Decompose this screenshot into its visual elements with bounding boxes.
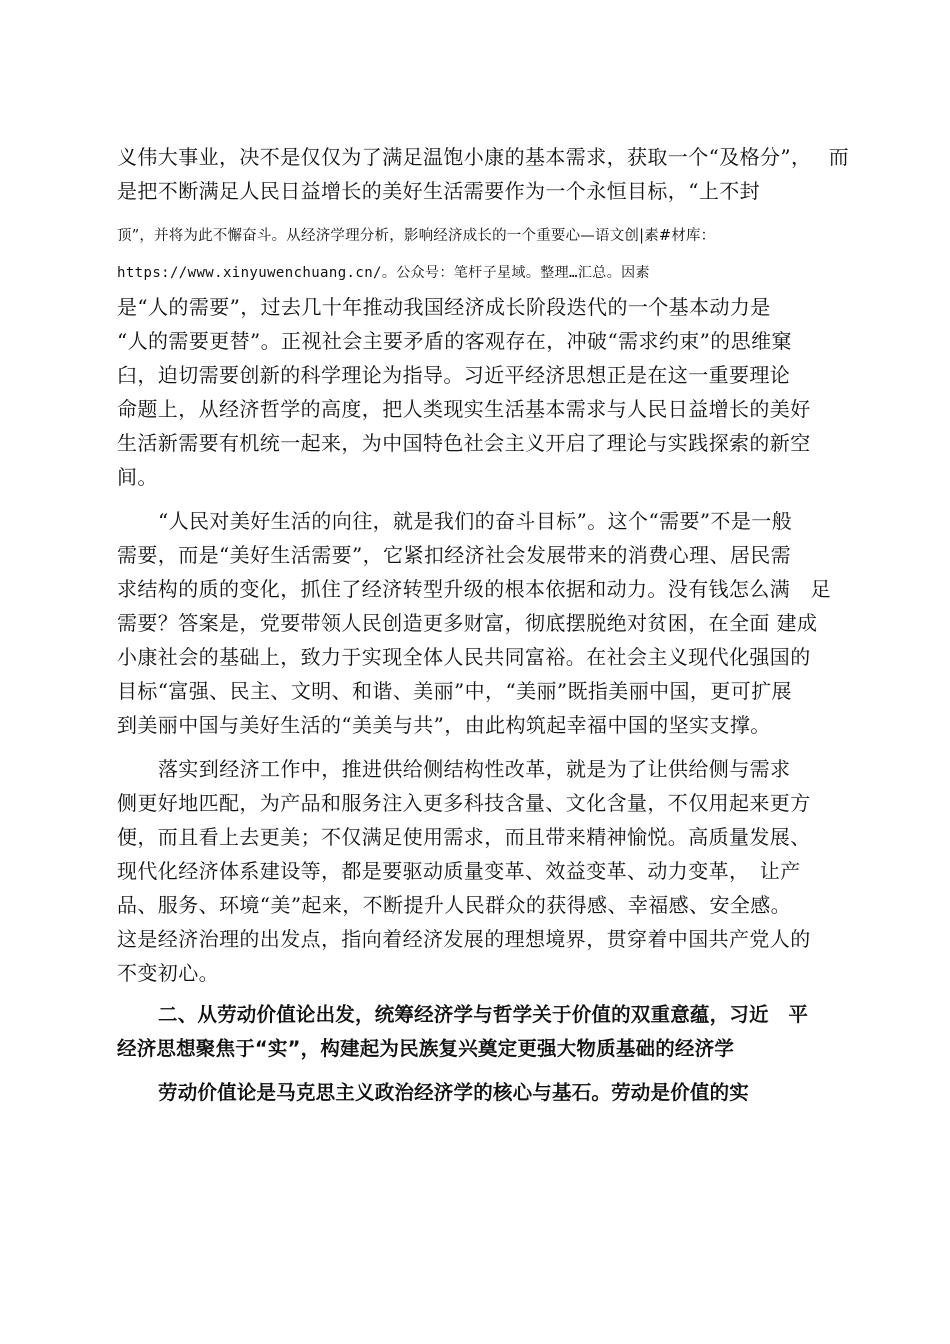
paragraph-2-line-1: “人民对美好生活的向往，就是我们的奋斗目标”。这个“需要”不是一般 <box>158 509 793 533</box>
paragraph-2-line-3: 求结构的质的变化，抓住了经济转型升级的根本依据和动力。没有钱怎么满 足 <box>117 577 831 601</box>
text-line-5: 是“人的需要”，过去几十年推动我国经济成长阶段迭代的一个基本动力是 <box>117 295 771 319</box>
paragraph-2-line-2: 需要，而是“美好生活需要”，它紧扣经济社会发展带来的消费心理、居民需 <box>117 543 792 567</box>
paragraph-3-line-5: 品、服务、环境“美”起来，不断提升人民群众的获得感、幸福感、安全感。 <box>117 893 792 917</box>
paragraph-2-line-5: 小康社会的基础上，致力于实现全体人民共同富裕。在社会主义现代化强国的 <box>117 645 811 669</box>
text-line-7: 臼，迫切需要创新的科学理论为指导。习近平经济思想正是在这一重要理论 <box>117 363 791 387</box>
paragraph-3-line-7: 不变初心。 <box>117 961 219 985</box>
paragraph-3-line-2: 侧更好地匹配，为产品和服务注入更多科技含量、文化含量，不仅用起来更方 <box>117 791 811 815</box>
paragraph-3-line-1: 落实到经济工作中，推进供给侧结构性改革，就是为了让供给侧与需求 <box>158 757 791 781</box>
text-line-3: 顶”，并将为此不懈奋斗。从经济学理分析，影响经济成长的一个重要心—语文创|素#材库： <box>117 228 716 244</box>
paragraph-3-line-4: 现代化经济体系建设等，都是要驱动质量变革、效益变革、动力变革， 让产 <box>117 859 801 883</box>
text-line-2: 是把不断满足人民日益增长的美好生活需要作为一个永恒目标，“上不封 <box>117 179 761 203</box>
text-line-6: “人的需要更替”。正视社会主要矛盾的客观存在，冲破“需求约束”的思维窠 <box>117 329 792 353</box>
text-line-10: 间。 <box>117 465 158 489</box>
paragraph-3-line-6: 这是经济治理的出发点，指向着经济发展的理想境界，贯穿着中国共产党人的 <box>117 927 811 951</box>
paragraph-3-line-3: 便，而且看上去更美；不仅满足使用需求，而且带来精神愉悦。高质量发展、 <box>117 825 811 849</box>
text-line-1: 义伟大事业，决不是仅仅为了满足温饱小康的基本需求，获取一个“及格分”， 而 <box>117 145 850 169</box>
paragraph-2-line-6: 目标“富强、民主、文明、和谐、美丽”中，“美丽”既指美丽中国，更可扩展 <box>117 679 792 703</box>
section-heading-line-1: 二、从劳动价值论出发，统筹经济学与哲学关于价值的双重意蕴，习近 平 <box>158 1003 809 1026</box>
paragraph-2-line-7: 到美丽中国与美好生活的“美美与共”，由此构筑起幸福中国的坚实支撑。 <box>117 713 771 737</box>
section-heading-line-2: 经济思想聚焦于“实”，构建起为民族复兴奠定更强大物质基础的经济学 <box>117 1037 735 1060</box>
url-line: https://www.xinyuwenchuang.cn/。公众号：笔杆子星域。整理…汇总。因素 <box>117 265 650 281</box>
bold-paragraph-line-1: 劳动价值论是马克思主义政治经济学的核心与基石。劳动是价值的实 <box>158 1081 750 1104</box>
paragraph-2-line-4: 需要？答案是，党要带领人民创造更多财富，彻底摆脱绝对贫困，在全面 建成 <box>117 611 818 635</box>
text-line-8: 命题上，从经济哲学的高度，把人类现实生活基本需求与人民日益增长的美好 <box>117 397 811 421</box>
text-line-9: 生活新需要有机统一起来，为中国特色社会主义开启了理论与实践探索的新空 <box>117 431 811 455</box>
